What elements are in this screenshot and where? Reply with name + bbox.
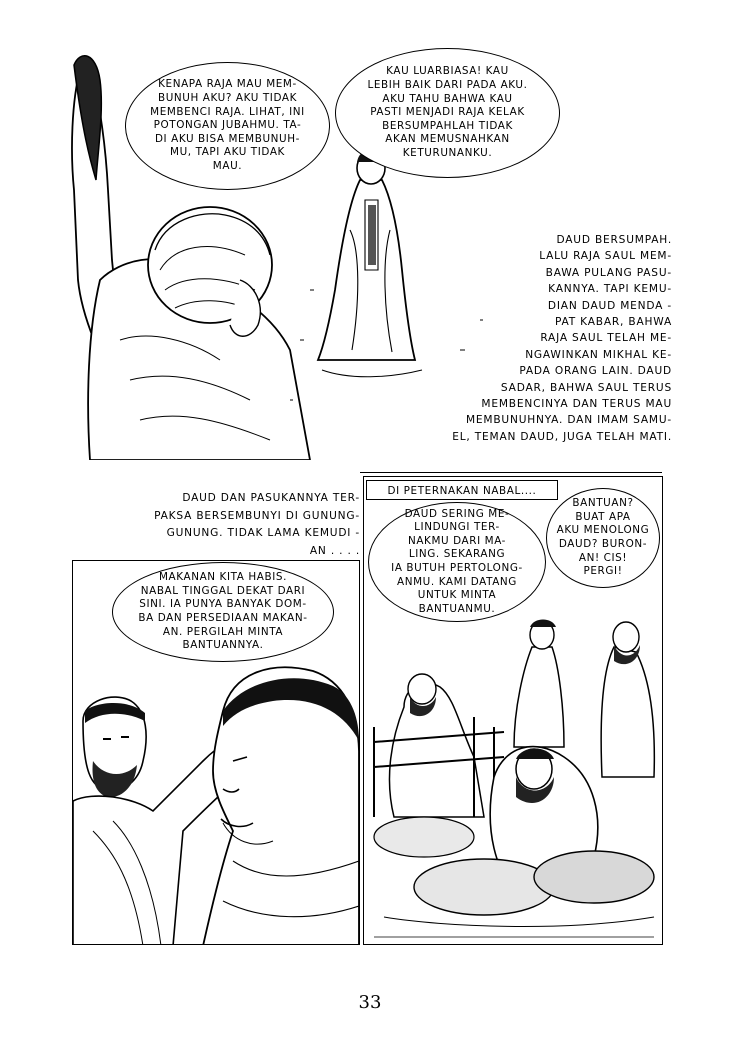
speech-bubble-messenger: DAUD SERING ME- LINDUNGI TER- NAKMU DARI MA- LING. SEKARANG IA BUTUH PERTOLONG- ANMU. KAMI DATANG UNTUK MINTA BANTUANMU. xyxy=(368,502,546,622)
narration-caption-top: DAUD BERSUMPAH. LALU RAJA SAUL MEM- BAWA PULANG PASU- KANNYA. TAPI KEMU- DIAN DAUD MENDA - PAT KABAR, BAHWA RAJA SAUL TELAH ME- NGAWINKAN MIKHAL KE- PADA ORANG LAIN. DAUD SADAR, BAHWA SAUL TERUS MEMBENCINYA DAN TERUS MAU MEMBUNUHNYA. DAN IMAM SAMU- EL, TEMAN DAUD, JUGA TELAH MATI. xyxy=(452,234,672,443)
caption-box-location: DI PETERNAKAN NABAL.... xyxy=(366,480,558,500)
page-number: 33 xyxy=(358,992,382,1013)
divider-line xyxy=(360,472,662,473)
speech-bubble-david: KENAPA RAJA MAU MEM- BUNUH AKU? AKU TIDAK MEMBENCI RAJA. LIHAT, INI POTONGAN JUBAHMU. TA- DI AKU BISA MEMBUNUH- MU, TAPI AKU TIDAK MAU. xyxy=(125,62,330,190)
speech-bubble-saul: KAU LUARBIASA! KAU LEBIH BAIK DARI PADA AKU. AKU TAHU BAHWA KAU PASTI MENJADI RAJA KELAK BERSUMPAHLAH TIDAK AKAN MEMUSNAHKAN KETURUNANKU. xyxy=(335,48,560,178)
speech-bubble-companion: MAKANAN KITA HABIS. NABAL TINGGAL DEKAT DARI SINI. IA PUNYA BANYAK DOM- BA DAN PERSEDIAAN MAKAN- AN. PERGILAH MINTA BANTUANNYA. xyxy=(112,562,334,662)
speech-bubble-nabal: BANTUAN? BUAT APA AKU MENOLONG DAUD? BURON- AN! CIS! PERGI! xyxy=(546,488,660,588)
narration-caption-left: DAUD DAN PASUKANNYA TER- PAKSA BERSEMBUNYI DI GUNUNG- GUNUNG. TIDAK LAMA KEMUDI - AN . . . . xyxy=(154,492,360,557)
